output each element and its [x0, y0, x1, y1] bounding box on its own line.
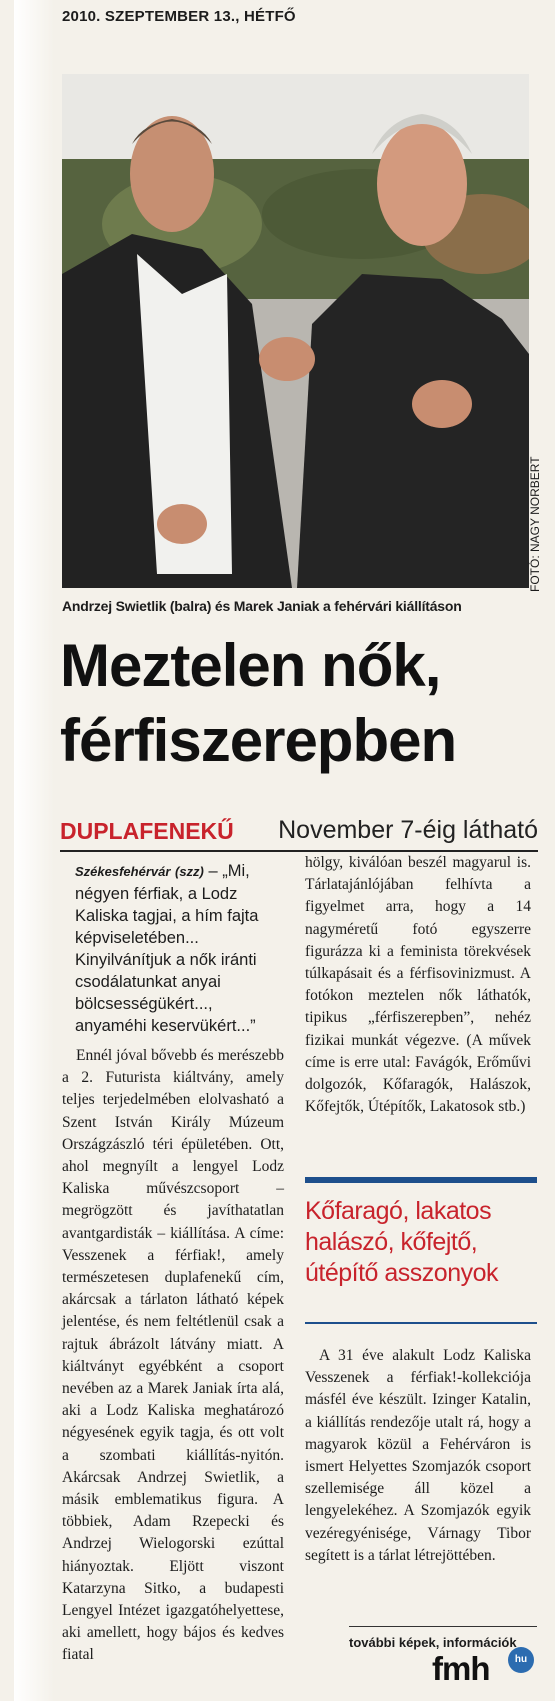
lead-paragraph — [75, 860, 280, 1037]
section-rule-bottom — [305, 1322, 537, 1324]
body-column-right-top — [305, 852, 531, 1118]
body-paragraph: hölgy, kiválóan beszél magyarul is. Tárlatajánlójában felhívta a figyelmet arra, hogy a 14 nagyméretű fotó egyszerre figurázza ki a feminista törekvések túlkapásait és a férfisovinizmust. A fotókon meztelen nők láthatók, tipikus „férfiszerepben”, nehéz fizikai munkát végezve. (A művek címe is erre utal: Favágók, Erőművi dolgozók, Kőfaragók, Halászok, Kőfejtők, Útépítők, Lakatosok stb.) — [305, 854, 531, 1116]
dateline: 2010. SZEPTEMBER 13., HÉTFŐ — [62, 8, 296, 25]
section-rule-top — [305, 1177, 537, 1183]
body-column-left — [62, 1045, 284, 1667]
headline — [60, 628, 540, 778]
lead-text: – „Mi, négyen férfiak, a Lodz Kaliska tagjai, a hím fajta képviseletében... Kinyilvánítjuk a nők iránti csodálatunkat anyai bölcsességükért..., anyaméhi keservükért...” — [75, 862, 259, 1035]
body-paragraph: A 31 éve alakult Lodz Kaliska Vesszenek a férfiak!-kollekciója másfél éve készült. Izinger Katalin, a kiállítás rendezője utalt rá, hogy a magyarok közül a Fehérváron is ismert Helyettes Szomjazók csoport szellemisége áll közel a lengyelekéhez. A Szomjazók egyik vezéregyénisége, Várnagy Tibor segített is a tárlat létrejöttében. — [305, 1347, 531, 1564]
kicker-row — [60, 818, 538, 852]
kicker-date: November 7-éig látható — [278, 816, 538, 844]
headline-line-2: férfiszerepben — [60, 707, 457, 774]
lead-author: (szz) — [175, 864, 204, 879]
fmh-logo: fmh — [432, 1650, 490, 1687]
photo-illustration — [62, 74, 529, 588]
logo-badge: hu — [508, 1647, 534, 1673]
body-column-right-bottom — [305, 1345, 531, 1567]
photo-caption: Andrzej Swietlik (balra) és Marek Janiak a fehérvári kiállításon — [62, 598, 462, 614]
headline-line-1: Meztelen nők, — [60, 632, 441, 699]
photo-credit: FOTÓ: NAGY NORBERT — [528, 456, 542, 592]
article-photo — [62, 74, 529, 588]
subheading: Kőfaragó, lakatos halászó, kőfejtő, útépítő asszonyok — [305, 1197, 499, 1287]
kicker-label: DUPLAFENEKŰ — [60, 818, 234, 844]
more-info-link[interactable]: további képek, információk — [349, 1626, 537, 1650]
page-edge — [14, 0, 54, 1701]
body-paragraph: Ennél jóval bővebb és merészebb a 2. Futurista kiáltvány, amely teljes terjedelmében elolvasható a Szent István Király Múzeum Országzászló téri épületében. Ott, ahol megnyílt a lengyel Lodz Kaliska művészcsoport – megrögzött és javíthatatlan avantgardisták – kiállítása. A címe: Vesszenek a férfiak!, amely természetesen duplafenekű cím, akárcsak a tárlaton látható képek jelentése, és nem feltétlenül csak a rajtuk ábrázolt látvány miatt. A kiáltványt egyébként a csoport nevében az a Marek Janiak írta alá, aki a Lodz Kaliska meghatározó négyesének egyik tagja, és ott volt a szombati kiállítás-nyitón. Akárcsak Andrzej Swietlik, a másik emblematikus figura. A többiek, Adam Rzepecki és Andrzej Wielogorski ezúttal hiányoztak. Eljött viszont Katarzyna Sitko, a budapesti Lengyel Intézet igazgatóhelyettese, aki amellett, hogy bájos és kedves fiatal — [62, 1047, 284, 1664]
lead-place: Székesfehérvár — [75, 864, 171, 879]
